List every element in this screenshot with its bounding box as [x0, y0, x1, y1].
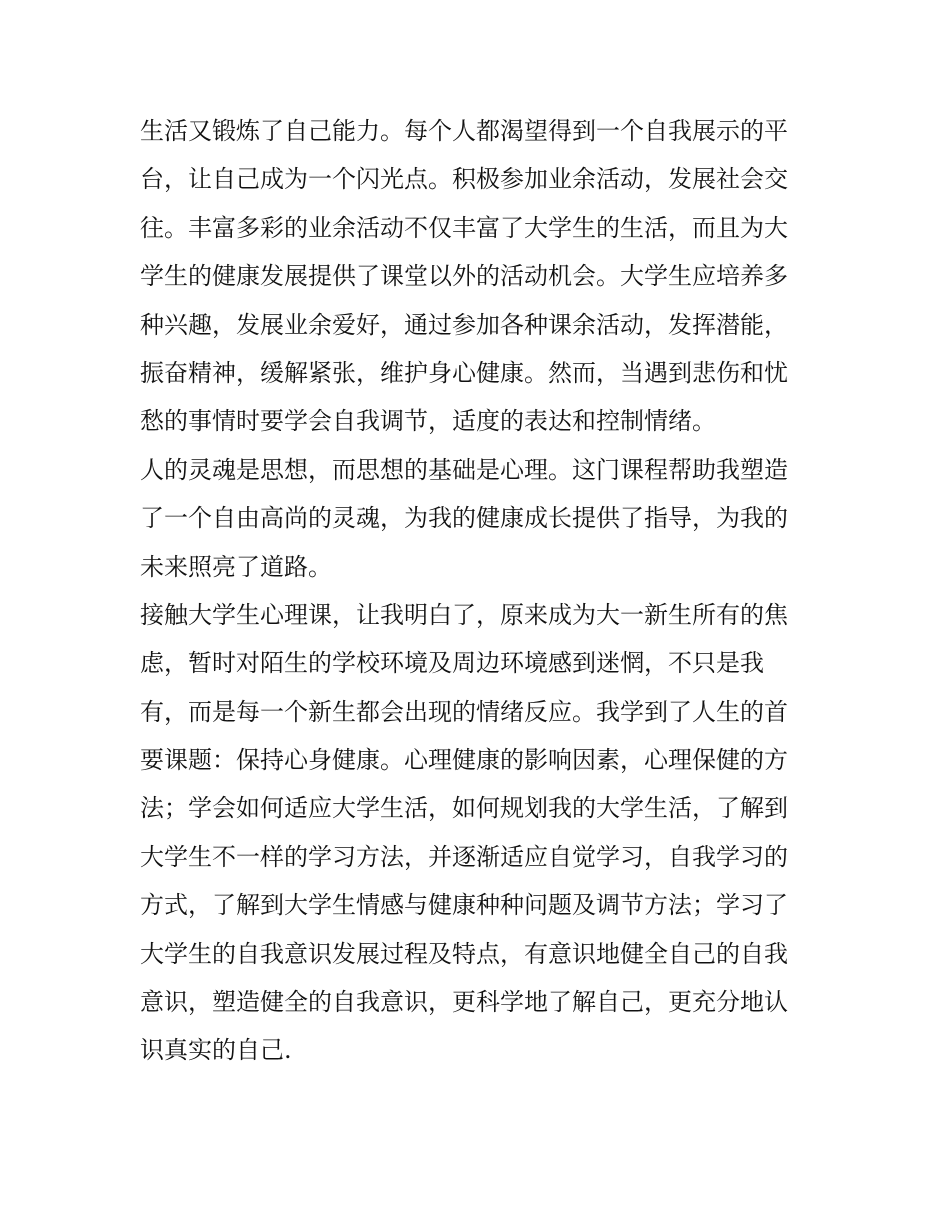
paragraph-2: [140, 446, 812, 591]
text-line: 接触大学生心理课，让我明白了，原来成为大一新生所有的焦: [140, 600, 788, 629]
text-line: 种兴趣，发展业余爱好，通过参加各种课余活动，发挥潜能，: [140, 310, 788, 339]
document-body: [140, 107, 812, 1075]
text-line: 了一个自由高尚的灵魂，为我的健康成长提供了指导，为我的: [140, 504, 788, 533]
text-line: 有，而是每一个新生都会出现的情绪反应。我学到了人生的首: [140, 697, 788, 726]
text-line: 台，让自己成为一个闪光点。积极参加业余活动，发展社会交: [140, 165, 788, 194]
text-line: 要课题：保持心身健康。心理健康的影响因素，心理保健的方: [140, 746, 788, 775]
text-line: 虑，暂时对陌生的学校环境及周边环境感到迷惘，不只是我: [140, 649, 764, 678]
text-line: 学生的健康发展提供了课堂以外的活动机会。大学生应培养多: [140, 262, 788, 291]
text-line: 振奋精神，缓解紧张，维护身心健康。然而，当遇到悲伤和忧: [140, 358, 788, 387]
paragraph-1: [140, 107, 812, 446]
text-line: 大学生不一样的学习方法，并逐渐适应自觉学习，自我学习的: [140, 842, 788, 871]
text-line: 往。丰富多彩的业余活动不仅丰富了大学生的生活，而且为大: [140, 213, 788, 242]
text-line: 愁的事情时要学会自我调节，适度的表达和控制情绪。: [140, 407, 716, 436]
text-line: 法；学会如何适应大学生活，如何规划我的大学生活，了解到: [140, 794, 788, 823]
text-line: 方式，了解到大学生情感与健康种种问题及调节方法；学习了: [140, 891, 788, 920]
text-line: 人的灵魂是思想，而思想的基础是心理。这门课程帮助我塑造: [140, 455, 788, 484]
text-line: 大学生的自我意识发展过程及特点，有意识地健全自己的自我: [140, 939, 788, 968]
text-line: 意识，塑造健全的自我意识，更科学地了解自己，更充分地认: [140, 988, 788, 1017]
paragraph-3: [140, 591, 812, 1075]
text-line: 生活又锻炼了自己能力。每个人都渴望得到一个自我展示的平: [140, 117, 788, 145]
text-line: 未来照亮了道路。: [140, 552, 332, 581]
text-line: 识真实的自己.: [140, 1036, 292, 1065]
